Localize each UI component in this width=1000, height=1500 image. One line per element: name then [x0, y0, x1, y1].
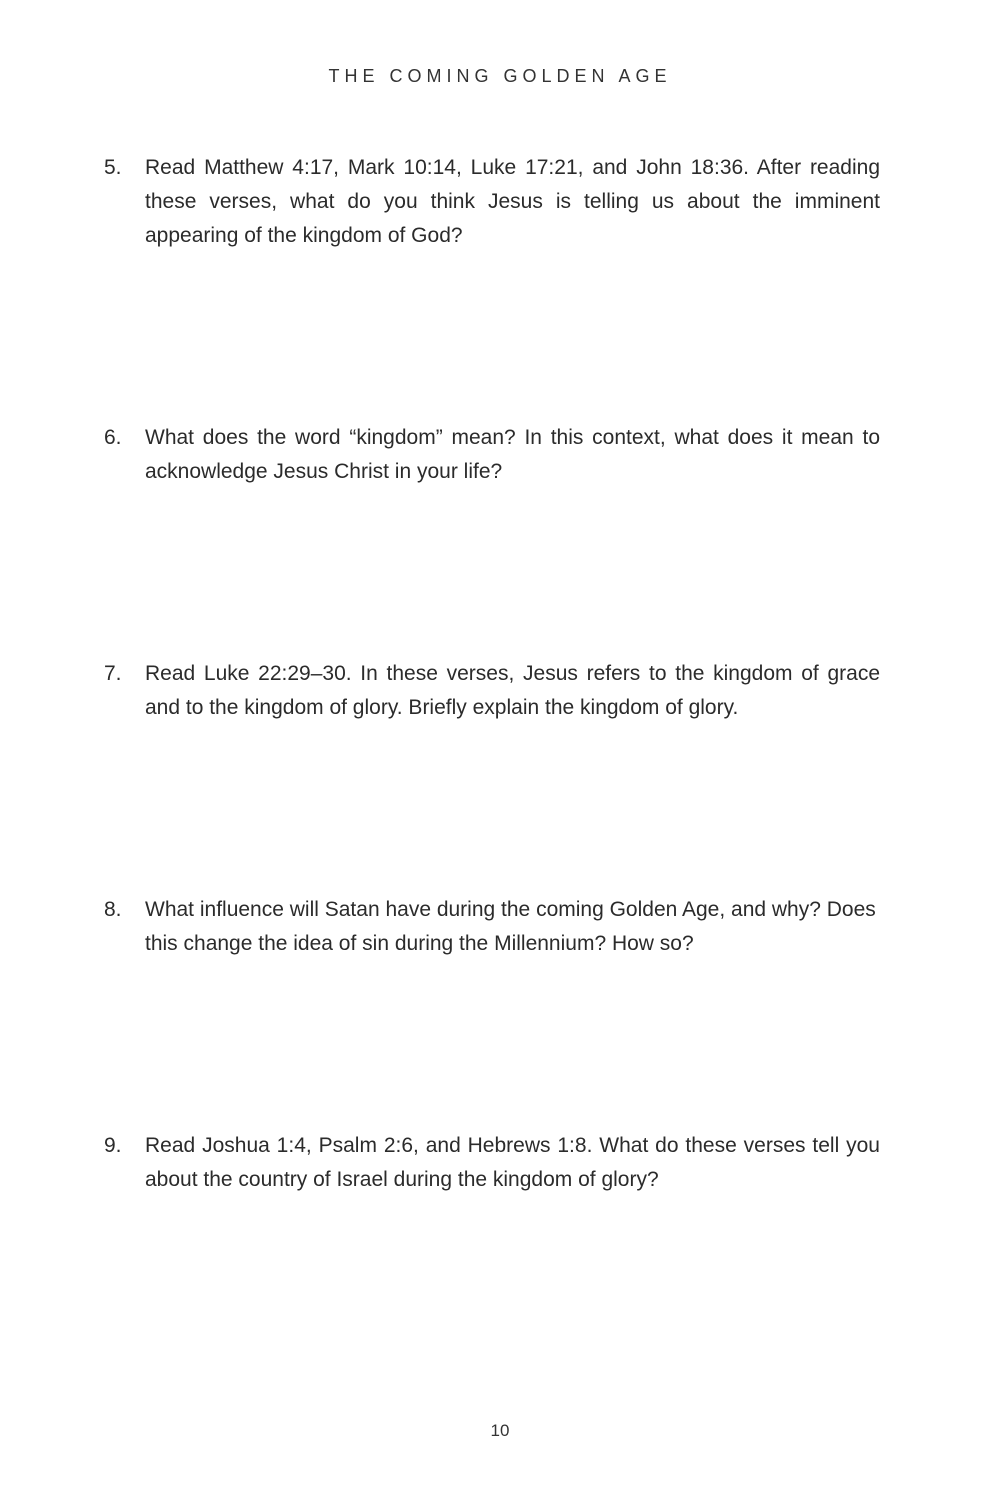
- question-text: Read Joshua 1:4, Psalm 2:6, and Hebrews 1:8. What do these verses tell you about the country of Israel during the kingdom of glory?: [145, 1134, 880, 1191]
- question-number: 6.: [104, 426, 122, 449]
- question-7: [104, 657, 880, 725]
- question-9: [104, 1129, 880, 1197]
- question-text: Read Matthew 4:17, Mark 10:14, Luke 17:21, and John 18:36. After reading these verses, what do you think Jesus is telling us about the imminent appearing of the kingdom of God?: [145, 156, 880, 247]
- question-number: 9.: [104, 1134, 122, 1157]
- question-number: 8.: [104, 898, 122, 921]
- question-text: What does the word “kingdom” mean? In this context, what does it mean to acknowledge Jesus Christ in your life?: [145, 426, 880, 483]
- question-5: [104, 151, 880, 253]
- question-number: 5.: [104, 156, 122, 179]
- question-number: 7.: [104, 662, 122, 685]
- question-8: [104, 893, 880, 961]
- running-header-title: THE COMING GOLDEN AGE: [328, 66, 672, 86]
- question-text: What influence will Satan have during the coming Golden Age, and why? Does this change the idea of sin during the Millennium? How so?: [145, 898, 876, 955]
- question-6: [104, 421, 880, 489]
- question-text: Read Luke 22:29–30. In these verses, Jesus refers to the kingdom of grace and to the kingdom of glory. Briefly explain the kingdom of glory.: [145, 662, 880, 719]
- page-number: 10: [490, 1421, 510, 1440]
